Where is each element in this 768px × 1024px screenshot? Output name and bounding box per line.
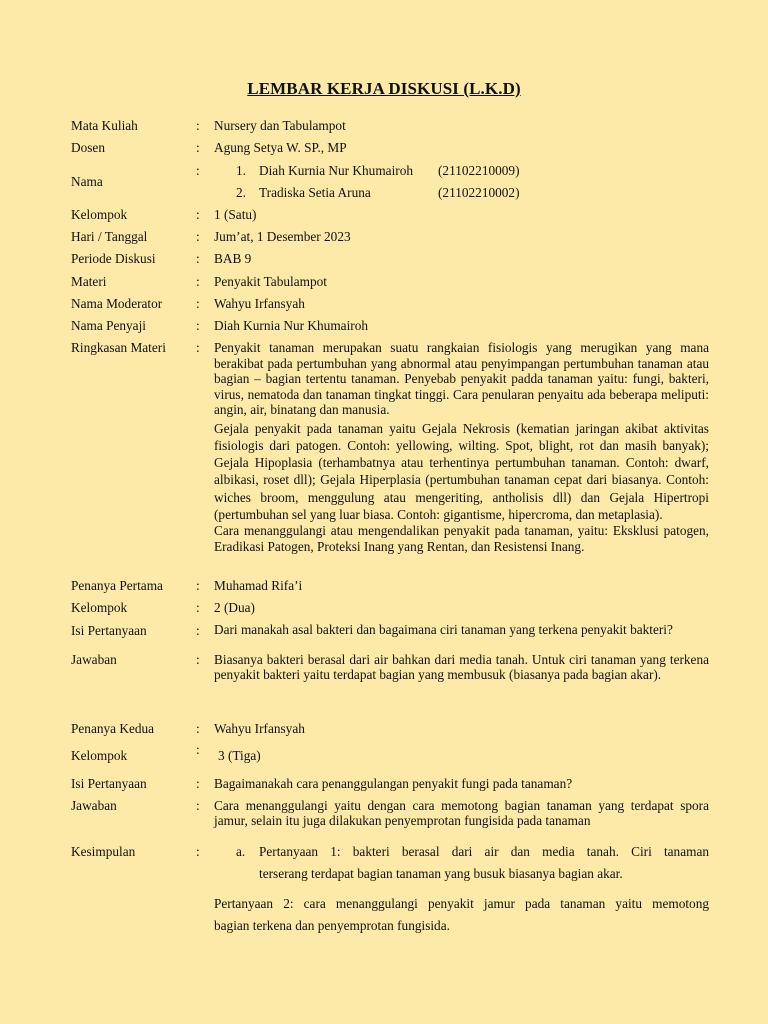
label-kelompok: Kelompok <box>71 748 128 763</box>
label-penanya-kedua: Penanya Kedua <box>71 721 155 736</box>
kesimpulan-line: terserang terdapat bagian tanaman yang busuk biasanya bagian akar. <box>259 866 623 881</box>
label-nama: Nama <box>71 174 103 189</box>
label-dosen: Dosen <box>71 140 105 155</box>
colon: : <box>196 318 200 333</box>
colon: : <box>196 776 200 791</box>
label-isi-pertanyaan: Isi Pertanyaan <box>71 776 147 791</box>
value-kelompok: 2 (Dua) <box>214 600 255 615</box>
label-materi: Materi <box>71 274 107 289</box>
label-kelompok: Kelompok <box>71 600 128 615</box>
kesimpulan-line: Pertanyaan 2: cara menanggulangi penyakit jamur pada tanaman yaitu memotong <box>214 896 709 911</box>
value-materi: Penyakit Tabulampot <box>214 274 327 289</box>
member-name: Tradiska Setia Aruna <box>259 185 371 200</box>
colon: : <box>196 340 200 355</box>
value-isi-pertanyaan: Dari manakah asal bakteri dan bagaimana ciri tanaman yang terkena penyakit bakteri? <box>214 622 673 637</box>
colon: : <box>196 742 200 757</box>
label-hari-tanggal: Hari / Tanggal <box>71 229 148 244</box>
value-kelompok: 3 (Tiga) <box>218 748 261 763</box>
label-isi-pertanyaan: Isi Pertanyaan <box>71 623 147 638</box>
colon: : <box>196 721 200 736</box>
value-penyaji: Diah Kurnia Nur Khumairoh <box>214 318 368 333</box>
label-periode-diskusi: Periode Diskusi <box>71 251 156 266</box>
label-penanya-pertama: Penanya Pertama <box>71 578 163 593</box>
field-ringkasan-materi <box>0 340 768 570</box>
member-nim: (21102210002) <box>438 185 520 200</box>
colon: : <box>196 163 200 178</box>
value-kelompok: 1 (Satu) <box>214 207 257 222</box>
value-hari-tanggal: Jum’at, 1 Desember 2023 <box>214 229 351 244</box>
ringkasan-paragraph: Gejala penyakit pada tanaman yaitu Gejala Nekrosis (kematian jaringan akibat aktivitas fisiologis dari patogen. Contoh: yellowing, wilting. Spot, blight, rot dan masih banyak); Gejala Hipoplasia (terhambatnya atau terhentinya pertumbuhan tanaman. Contoh: dwarf, albikasi, roset dll); Gejala Hiperplasia (pertumbuhan tanaman cepat dari biasanya. Contoh: wiches broom, menggulung atau mengeriting, antholisis dll) dan Gejala Hipertropi (pertumbuhan sel yang luar biasa. Contoh: gigantisme, hipercroma, dan metaplasia). <box>214 420 709 522</box>
label-moderator: Nama Moderator <box>71 296 163 311</box>
value-isi-pertanyaan: Bagaimanakah cara penanggulangan penyakit fungi pada tanaman? <box>214 776 573 791</box>
kesimpulan-paragraph-2 <box>214 896 709 934</box>
label-jawaban: Jawaban <box>71 652 117 667</box>
member-nim: (21102210009) <box>438 163 520 178</box>
colon: : <box>196 140 200 155</box>
ringkasan-paragraph: Cara menanggulangi atau mengendalikan penyakit pada tanaman, yaitu: Eksklusi patogen, Eradikasi Patogen, Proteksi Inang yang Rentan, dan Resistensi Inang. <box>214 523 709 555</box>
label-ringkasan-materi: Ringkasan Materi <box>71 340 166 355</box>
list-marker: a. <box>236 844 246 859</box>
value-dosen: Agung Setya W. SP., MP <box>214 140 347 155</box>
ringkasan-paragraph: Penyakit tanaman merupakan suatu rangkaian fisiologis yang merugikan yang mana berakibat pada pertumbuhan yang abnormal atau penyimpangan pertumbuhan tanaman atau bagian – bagian tertentu tanaman. Penyebab penyakit padda tanaman yaitu: fungi, bakteri, virus, nematoda dan tanaman tingkat tinggi. Cara penularan penyaitu ada beberapa meliputi: angin, air, binatang dan manusia. <box>214 340 709 417</box>
value-mata-kuliah: Nursery dan Tabulampot <box>214 118 346 133</box>
colon: : <box>196 251 200 266</box>
kesimpulan-line: bagian terkena dan penyemprotan fungisida. <box>214 918 450 933</box>
label-mata-kuliah: Mata Kuliah <box>71 118 138 133</box>
colon: : <box>196 578 200 593</box>
member-name: Diah Kurnia Nur Khumairoh <box>259 163 413 178</box>
value-moderator: Wahyu Irfansyah <box>214 296 305 311</box>
colon: : <box>196 844 200 859</box>
colon: : <box>196 229 200 244</box>
colon: : <box>196 296 200 311</box>
value-ringkasan-materi <box>214 340 709 555</box>
colon: : <box>196 798 200 813</box>
colon: : <box>196 600 200 615</box>
document-title: LEMBAR KERJA DISKUSI (L.K.D) <box>247 79 521 98</box>
value-periode-diskusi: BAB 9 <box>214 251 252 266</box>
colon: : <box>196 652 200 667</box>
colon: : <box>196 623 200 638</box>
label-penyaji: Nama Penyaji <box>71 318 146 333</box>
member-number: 2. <box>236 185 246 200</box>
colon: : <box>196 118 200 133</box>
value-penanya-pertama: Muhamad Rifa’i <box>214 578 303 593</box>
kesimpulan-line: Pertanyaan 1: bakteri berasal dari air dan media tanah. Ciri tanaman <box>259 844 709 859</box>
value-jawaban: Cara menanggulangi yaitu dengan cara memotong bagian tanaman yang terdapat spora jamur, selain itu juga dilakukan penyemprotan fungisida pada tanaman <box>214 798 709 829</box>
label-kesimpulan: Kesimpulan <box>71 844 136 859</box>
kesimpulan-item-a <box>259 844 709 882</box>
label-kelompok: Kelompok <box>71 207 128 222</box>
field-kesimpulan <box>0 844 768 939</box>
value-jawaban: Biasanya bakteri berasal dari air bahkan dari media tanah. Untuk ciri tanaman yang terkena penyakit bakteri yaitu terdapat bagian yang membusuk (biasanya pada bagian akar). <box>214 652 709 683</box>
member-number: 1. <box>236 163 246 178</box>
member-item <box>0 185 768 201</box>
colon: : <box>196 207 200 222</box>
label-jawaban: Jawaban <box>71 798 117 813</box>
value-penanya-kedua: Wahyu Irfansyah <box>214 721 305 736</box>
field-nama <box>0 163 768 208</box>
member-item <box>0 163 768 179</box>
colon: : <box>196 274 200 289</box>
